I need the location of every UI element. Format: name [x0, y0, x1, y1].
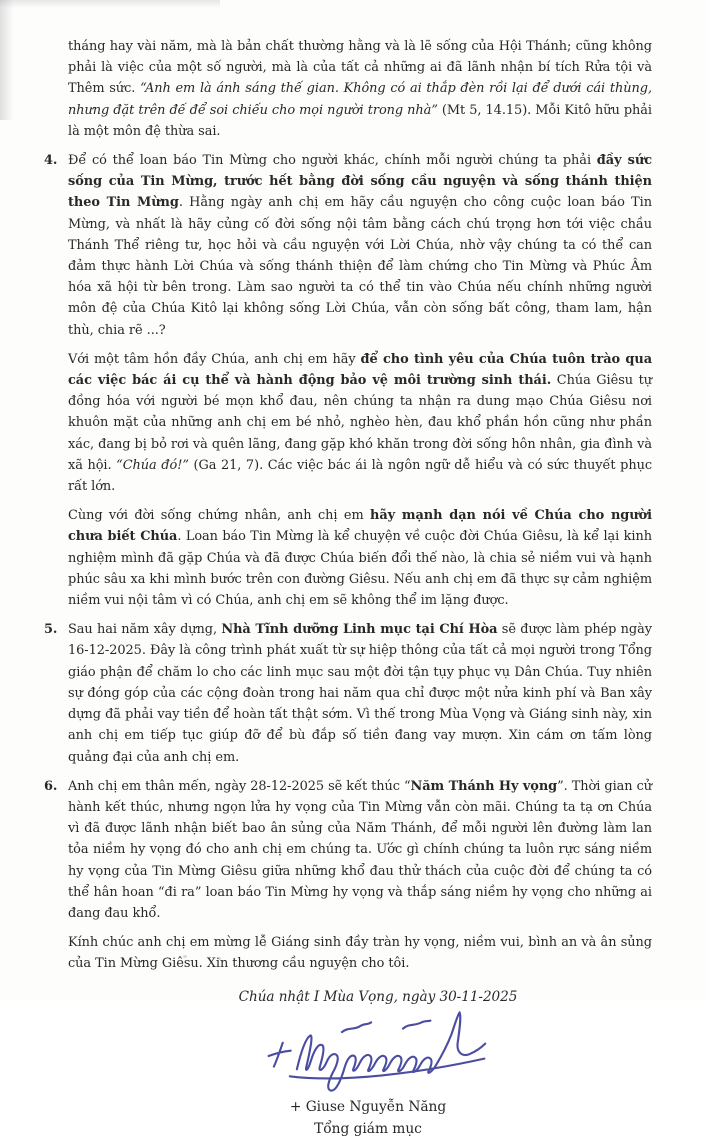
- list-item-5: [44, 619, 652, 767]
- paragraph: Với một tâm hồn đầy Chúa, anh chị em hãy để cho tình yêu của Chúa tuôn trào qua các việc bác ái cụ thể và hành động bảo vệ môi trường sinh thái. Chúa Giêsu tự đồng hóa với người bé mọn khổ đau, nên chúng ta nhận ra dung mạo Chúa Giêsu nơi khuôn mặt của những anh chị em bé nhỏ, nghèo hèn, đau khổ phần hồn cũng như phần xác, đang bị bỏ rơi và quên lãng, đang gặp khó khăn trong đời sống hôn nhân, gia đình và xã hội. “Chúa đó!” (Ga 21, 7). Các việc bác ái là ngôn ngữ dễ hiểu và có sức thuyết phục rất lớn.: [68, 351, 652, 495]
- paragraph: Để có thể loan báo Tin Mừng cho người khác, chính mỗi người chúng ta phải đầy sức sống của Tin Mừng, trước hết bằng đời sống cầu nguyện và sống thánh thiện theo Tin Mừng. Hằng ngày anh chị em hãy cầu nguyện cho công cuộc loan báo Tin Mừng, và nhất là hãy củng cố đời sống nội tâm bằng cách chú trọng hơn tới việc chầu Thánh Thể riêng tư, học hỏi và cầu nguyện với Lời Chúa, nhờ vậy chúng ta có thể can đảm thực hành Lời Chúa và sống thánh thiện để làm chứng cho Tin Mừng và Phúc Âm hóa xã hội từ bên trong. Làm sao người ta có thể tin vào Chúa nếu chính những người môn đệ của Chúa Kitô lại không sống Lời Chúa, vẫn còn sống bất công, tham lam, hận thù, chia rẽ ...?: [68, 153, 652, 338]
- signature-block: [68, 1010, 652, 1140]
- dateline: Chúa nhật I Mùa Vọng, ngày 30-11-2025: [238, 988, 518, 1005]
- closing-paragraph: Kính chúc anh chị em mừng lễ Giáng sinh đầy tràn hy vọng, niềm vui, bình an và ân sủng của Tin Mừng Giêsu. Xin thương cầu nguyện cho tôi.: [68, 935, 652, 972]
- paragraph: Anh chị em thân mến, ngày 28-12-2025 sẽ kết thúc “Năm Thánh Hy vọng”. Thời gian cử hành kết thúc, nhưng ngọn lửa hy vọng của Tin Mừng vẫn còn mãi. Chúng ta tạ ơn Chúa vì đã được lãnh nhận biết bao ân sủng của Năm Thánh, để mỗi người lên đường làm lan tỏa niềm hy vọng đó cho anh chị em chúng ta. Ước gì chính chúng ta luôn rực sáng niềm hy vọng của Tin Mừng Giêsu giữa những khổ đau thử thách của cuộc đời để chúng ta có thể hân hoan “đi ra” loan báo Tin Mừng hy vọng và thắp sáng niềm hy vọng cho những ai đang đau khổ.: [68, 778, 653, 921]
- paragraph: Cùng với đời sống chứng nhân, anh chị em hãy mạnh dạn nói về Chúa cho người chưa biết Chúa. Loan báo Tin Mừng là kể chuyện về cuộc đời Chúa Giêsu, là kể lại kinh nghiệm mình đã gặp Chúa và đã được Chúa biến đổi thế nào, là chia sẻ niềm vui và hạnh phúc sâu xa khi mình bước trên con đường Giêsu. Nếu anh chị em đã thực sự cảm nghiệm niềm vui nội tâm vì có Chúa, anh chị em sẽ không thể im lặng được.: [68, 508, 652, 609]
- paragraph: Sau hai năm xây dựng, Nhà Tĩnh dưỡng Linh mục tại Chí Hòa sẽ được làm phép ngày 16-12-2025. Đây là công trình phát xuất từ sự hiệp thông của tất cả mọi người trong Tổng giáo phận để chăm lo cho các linh mục sau một đời tận tụy phục vụ Dân Chúa. Tuy nhiên sự đóng góp của các cộng đoàn trong hai năm qua chỉ được một nửa kinh phí và Ban xây dựng đã phải vay tiền để hoàn tất thật sớm. Vì thế trong Mùa Vọng và Giáng sinh này, xin anh chị em tiếp tục giúp đỡ để bù đắp số tiền đang vay mượn. Xin cám ơn tấm lòng quảng đại của anh chị em.: [68, 622, 652, 765]
- signatory-name: + Giuse Nguyễn Năng: [289, 1098, 447, 1115]
- list-item-6: [44, 776, 653, 924]
- item-number-6: 6.: [44, 778, 58, 794]
- scan-edge-shadow-left: [0, 0, 14, 120]
- signatory-title: Tổng giám mục: [314, 1120, 422, 1137]
- scan-edge-shadow-top: [0, 0, 220, 8]
- continued-paragraph: tháng hay vài năm, mà là bản chất thường hằng và là lẽ sống của Hội Thánh; cũng không phải là việc của một số người, mà là của tất cả những ai đã lãnh nhận bí tích Rửa tội và Thêm sức. “Anh em là ánh sáng thế gian. Không có ai thắp đèn rồi lại để dưới cái thùng, nhưng đặt trên đế để soi chiếu cho mọi người trong nhà” (Mt 5, 14.15). Mỗi Kitô hữu phải là một môn đệ thừa sai.: [68, 39, 652, 139]
- item-number-4: 4.: [44, 153, 58, 169]
- list-item-4: [44, 150, 652, 611]
- letter-body: [44, 36, 653, 1140]
- item-number-5: 5.: [44, 622, 58, 638]
- handwritten-signature: [240, 1010, 520, 1094]
